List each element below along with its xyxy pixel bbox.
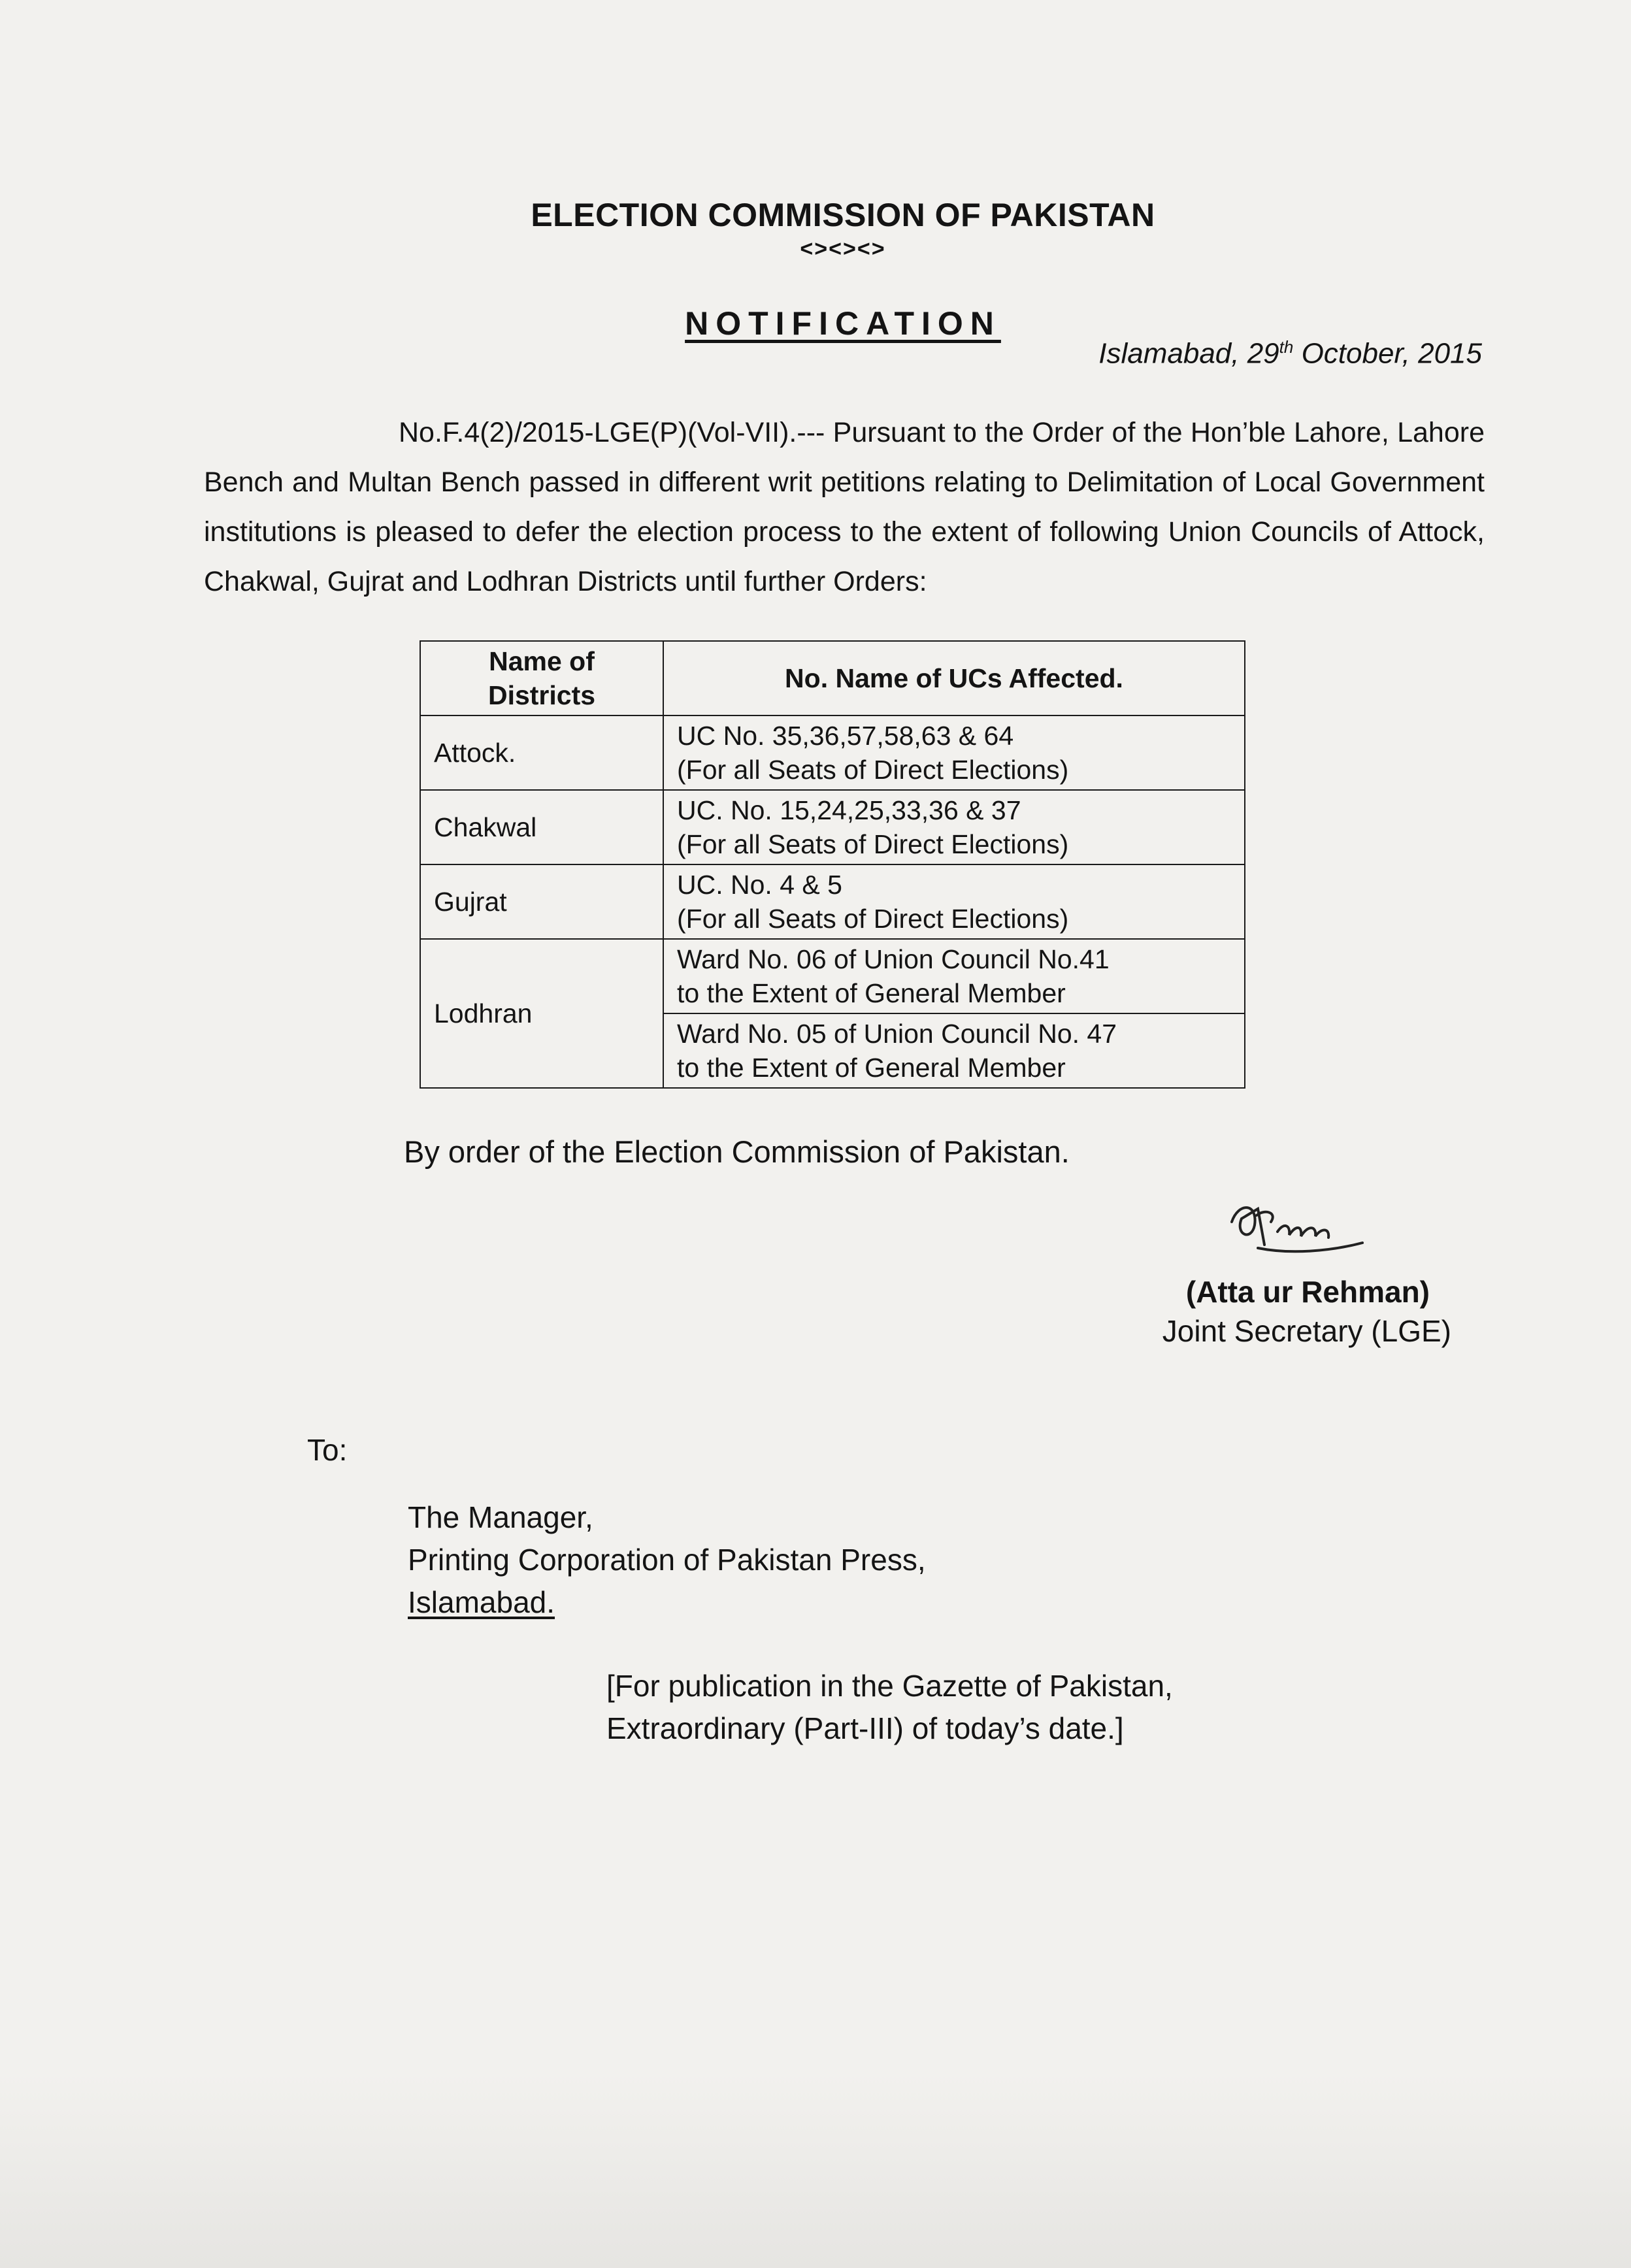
notification-title: NOTIFICATION	[685, 305, 1001, 342]
affected-ucs-table	[420, 640, 1245, 1089]
recipient-address	[408, 1496, 926, 1624]
district-cell: Attock.	[420, 715, 663, 790]
affected-line2: (For all Seats of Direct Elections)	[677, 755, 1069, 785]
dateline-rest: October, 2015	[1293, 337, 1482, 370]
heading-ornament: <><><>	[800, 237, 886, 261]
district-cell: Chakwal	[420, 790, 663, 864]
table-row	[420, 939, 1245, 1013]
by-order-line: By order of the Election Commission of Pakistan.	[404, 1134, 1070, 1169]
table-row	[420, 715, 1245, 790]
address-line: Printing Corporation of Pakistan Press,	[408, 1543, 926, 1577]
publication-line: [For publication in the Gazette of Pakistan,	[606, 1669, 1173, 1703]
dateline-place: Islamabad, 29	[1098, 337, 1279, 370]
notification-body	[204, 408, 1485, 606]
affected-cell	[663, 939, 1245, 1013]
affected-line2: to the Extent of General Member	[677, 1053, 1066, 1083]
table-row	[420, 790, 1245, 864]
address-city: Islamabad.	[408, 1585, 555, 1619]
dateline-sup: th	[1279, 337, 1294, 357]
signatory-designation: Joint Secretary (LGE)	[1162, 1314, 1451, 1348]
header-districts: Name of Districts	[420, 641, 663, 715]
district-cell: Lodhran	[420, 939, 663, 1088]
affected-line2: (For all Seats of Direct Elections)	[677, 829, 1069, 859]
scan-shadow	[0, 2072, 1631, 2268]
address-line: The Manager,	[408, 1500, 593, 1534]
affected-line1: UC. No. 15,24,25,33,36 & 37	[677, 795, 1021, 825]
signatory-name: (Atta ur Rehman)	[1185, 1275, 1430, 1309]
district-cell: Gujrat	[420, 864, 663, 939]
to-label: To:	[307, 1433, 348, 1467]
signature-icon	[1219, 1196, 1369, 1274]
affected-cell	[663, 790, 1245, 864]
publication-line: Extraordinary (Part-III) of today’s date.]	[606, 1711, 1124, 1745]
affected-cell	[663, 1013, 1245, 1088]
affected-line1: UC No. 35,36,57,58,63 & 64	[677, 721, 1014, 751]
affected-line1: Ward No. 05 of Union Council No. 47	[677, 1019, 1117, 1049]
affected-cell	[663, 864, 1245, 939]
document-heading: ELECTION COMMISSION OF PAKISTAN	[531, 197, 1155, 233]
affected-line1: Ward No. 06 of Union Council No.41	[677, 944, 1110, 974]
header-ucs: No. Name of UCs Affected.	[663, 641, 1245, 715]
affected-line2: (For all Seats of Direct Elections)	[677, 904, 1069, 934]
affected-cell	[663, 715, 1245, 790]
table-header-row	[420, 641, 1245, 715]
affected-line1: UC. No. 4 & 5	[677, 870, 842, 900]
affected-line2: to the Extent of General Member	[677, 978, 1066, 1008]
table-row	[420, 864, 1245, 939]
body-paragraph: No.F.4(2)/2015-LGE(P)(Vol-VII).--- Pursuant to the Order of the Hon’ble Lahore, Lahore Bench and Multan Bench passed in different writ petitions relating to Delimitation of Local Government institutions is pleased to defer the election process to the extent of following Union Councils of Attock, Chakwal, Gujrat and Lodhran Districts until further Orders:	[204, 417, 1485, 597]
dateline	[1098, 337, 1482, 370]
publication-note	[606, 1665, 1173, 1750]
